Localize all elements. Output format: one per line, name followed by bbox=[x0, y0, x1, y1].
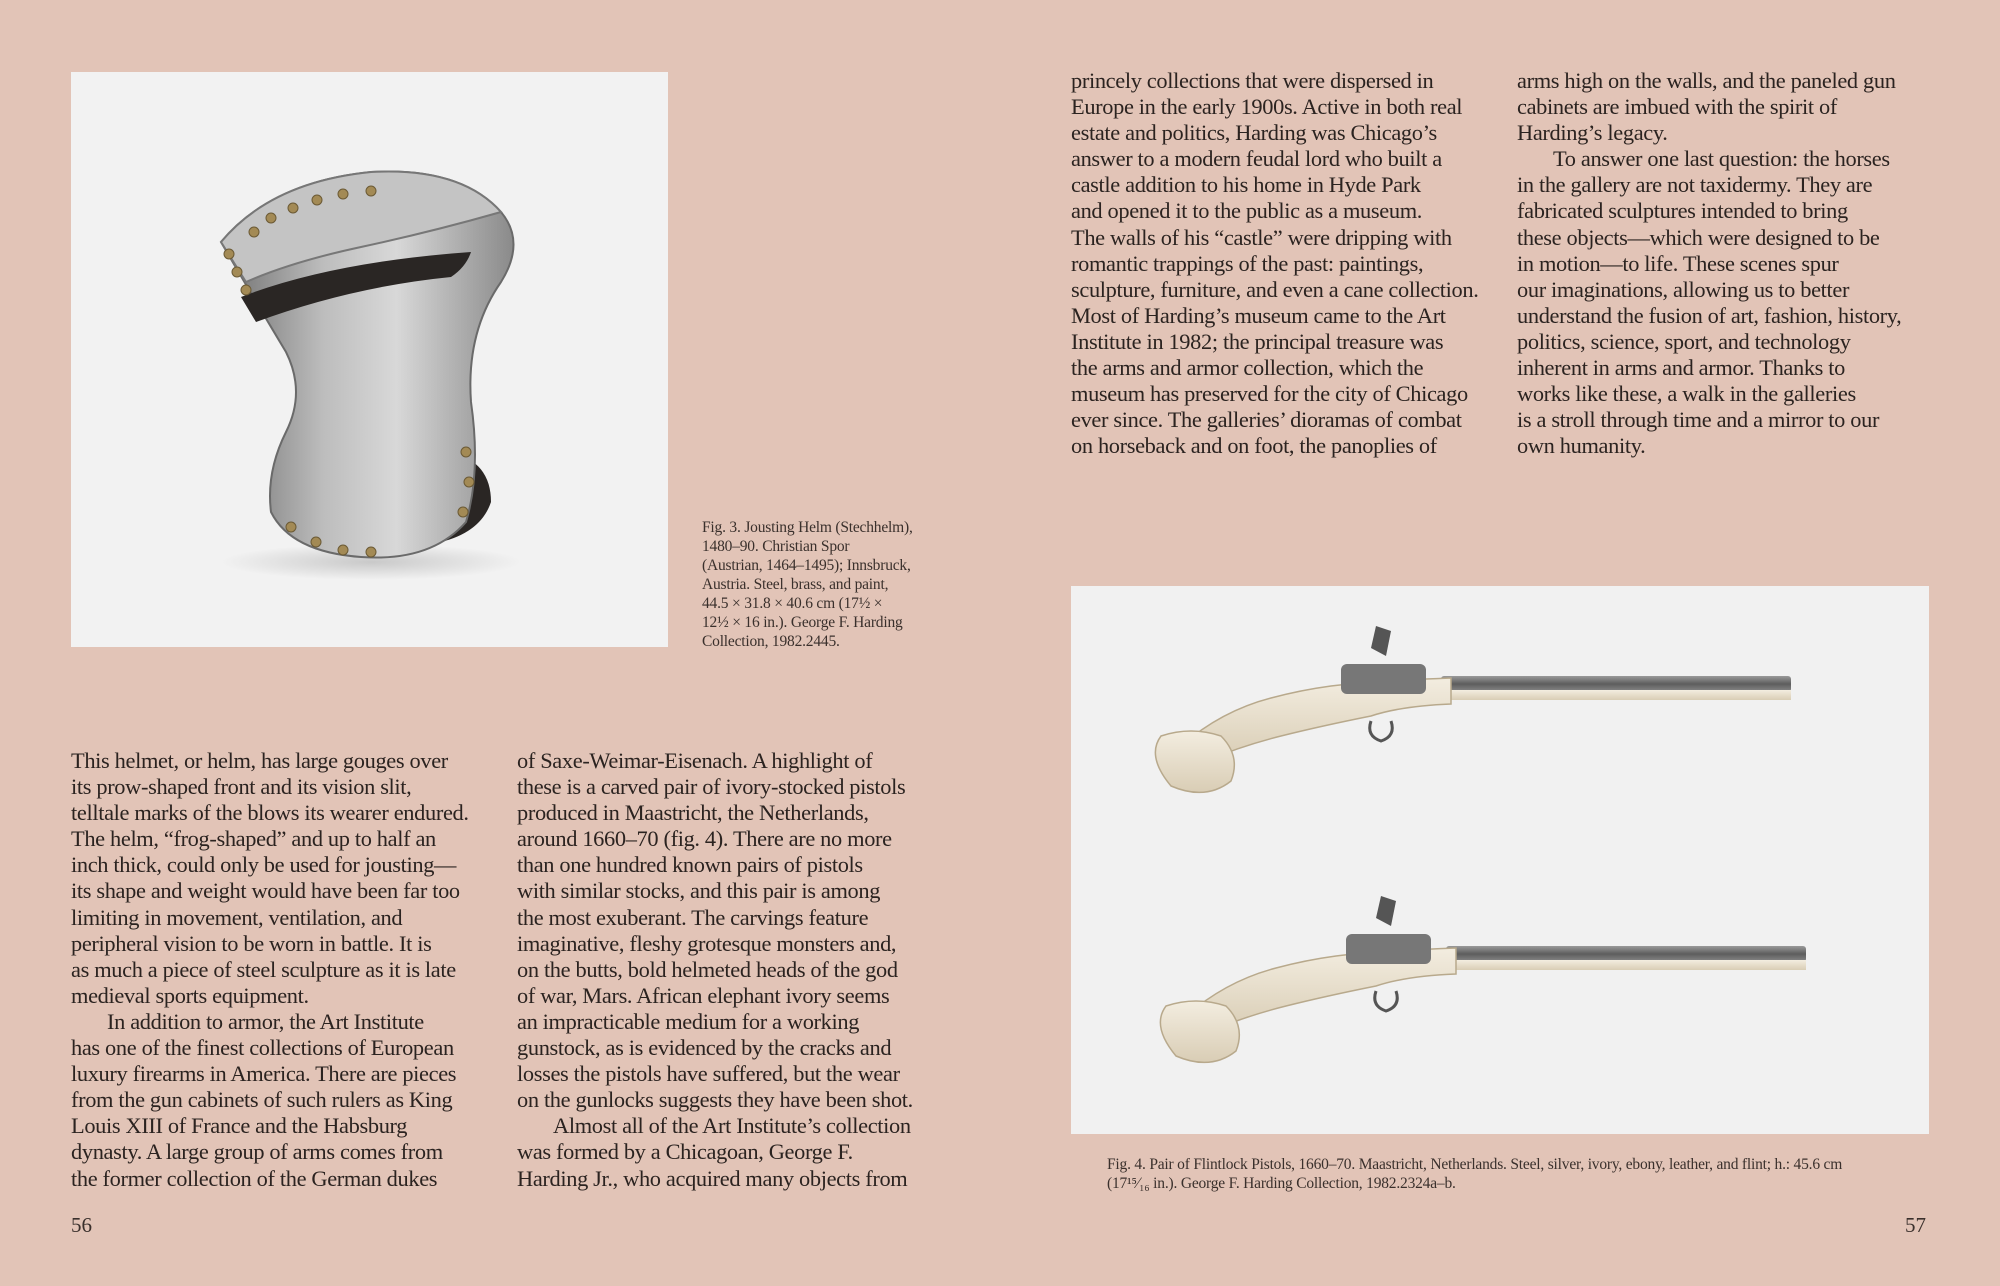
figure-3-caption bbox=[702, 518, 913, 651]
body-text-line: Institute in 1982; the principal treasure was bbox=[1071, 328, 1444, 354]
right-page-column-1 bbox=[1071, 68, 1478, 459]
body-text-line: our imaginations, allowing us to better bbox=[1517, 276, 1850, 302]
body-text-line: Almost all of the Art Institute’s collection bbox=[553, 1113, 911, 1139]
body-text-line: The helm, “frog-shaped” and up to half an bbox=[71, 826, 436, 852]
body-text-line: princely collections that were dispersed in bbox=[1071, 68, 1434, 93]
body-text-line: Most of Harding’s museum came to the Art bbox=[1071, 302, 1446, 328]
page-number-right: 57 bbox=[1905, 1213, 1926, 1237]
body-text-line: peripheral vision to be worn in battle. It is bbox=[71, 930, 432, 956]
body-text-line: its prow-shaped front and its vision slit, bbox=[71, 774, 412, 800]
pistol-top bbox=[1155, 626, 1791, 792]
body-text-line: gunstock, as is evidenced by the cracks and bbox=[517, 1035, 892, 1061]
body-text-line: museum has preserved for the city of Chicago bbox=[1071, 381, 1468, 407]
right-page-column-2 bbox=[1517, 68, 1901, 459]
body-text-line: limiting in movement, ventilation, and bbox=[71, 904, 403, 930]
figure-3-caption-line: Austria. Steel, brass, and paint, bbox=[702, 576, 889, 593]
body-text-line: Harding’s legacy. bbox=[1517, 120, 1668, 146]
pistol-bottom bbox=[1160, 896, 1806, 1062]
figure-3-caption-line: 12½ × 16 in.). George F. Harding bbox=[702, 614, 903, 631]
body-text-line: these objects—which were designed to be bbox=[1517, 224, 1880, 250]
body-text-line: as much a piece of steel sculpture as it is late bbox=[71, 956, 456, 982]
body-text-line: in motion—to life. These scenes spur bbox=[1517, 250, 1839, 276]
body-text-line: with similar stocks, and this pair is among bbox=[517, 878, 881, 904]
body-text-line: was formed by a Chicagoan, George F. bbox=[517, 1139, 853, 1165]
body-text-line: The walls of his “castle” were dripping with bbox=[1071, 224, 1452, 250]
body-text-line: To answer one last question: the horses bbox=[1553, 146, 1890, 172]
figure-3-caption-line: Fig. 3. Jousting Helm (Stechhelm), bbox=[702, 519, 913, 536]
body-text-line: on the gunlocks suggests they have been shot. bbox=[517, 1087, 913, 1113]
body-text-line: dynasty. A large group of arms comes from bbox=[71, 1139, 443, 1165]
body-text-line: In addition to armor, the Art Institute bbox=[107, 1008, 424, 1034]
body-text-line: telltale marks of the blows its wearer endured. bbox=[71, 800, 469, 826]
jousting-helm-image bbox=[71, 72, 668, 647]
figure-4-caption-line: (17¹⁵⁄₁₆ in.). George F. Harding Collection, 1982.2324a–b. bbox=[1107, 1175, 1456, 1192]
body-text-line: produced in Maastricht, the Netherlands, bbox=[517, 800, 869, 826]
body-text-line: This helmet, or helm, has large gouges over bbox=[71, 748, 448, 773]
body-text-line: on horseback and on foot, the panoplies of bbox=[1071, 433, 1437, 459]
body-text-line: answer to a modern feudal lord who built a bbox=[1071, 146, 1442, 172]
body-text-line: understand the fusion of art, fashion, history, bbox=[1517, 302, 1902, 328]
body-text-line: imaginative, fleshy grotesque monsters and, bbox=[517, 930, 897, 956]
body-text-line: Louis XIII of France and the Habsburg bbox=[71, 1113, 408, 1139]
body-text-line: losses the pistols have suffered, but the wear bbox=[517, 1061, 900, 1087]
body-text-line: from the gun cabinets of such rulers as King bbox=[71, 1087, 453, 1113]
body-text-line: the former collection of the German dukes bbox=[71, 1165, 438, 1191]
body-text-line: an impracticable medium for a working bbox=[517, 1008, 860, 1034]
flintlock-pistols-illustration bbox=[1071, 586, 1929, 1134]
body-text-line: estate and politics, Harding was Chicago’s bbox=[1071, 120, 1437, 146]
figure-3-caption-line: Collection, 1982.2445. bbox=[702, 633, 840, 650]
body-text-line: inherent in arms and armor. Thanks to bbox=[1517, 355, 1846, 381]
body-text-line: its shape and weight would have been far too bbox=[71, 878, 460, 904]
body-text-line: the arms and armor collection, which the bbox=[1071, 355, 1424, 381]
body-text-line: castle addition to his home in Hyde Park bbox=[1071, 172, 1421, 198]
body-text-line: inch thick, could only be used for jousting— bbox=[71, 852, 457, 878]
body-text-line: sculpture, furniture, and even a cane collection. bbox=[1071, 276, 1479, 302]
left-page-column-1 bbox=[71, 748, 469, 1192]
body-text-line: fabricated sculptures intended to bring bbox=[1517, 198, 1848, 224]
body-text-line: around 1660–70 (fig. 4). There are no more bbox=[517, 826, 892, 852]
flintlock-pistols-image bbox=[1071, 586, 1929, 1134]
body-text-line: politics, science, sport, and technology bbox=[1517, 328, 1851, 354]
figure-3-caption-line: 44.5 × 31.8 × 40.6 cm (17½ × bbox=[702, 595, 883, 612]
body-text-line: is a stroll through time and a mirror to our bbox=[1517, 407, 1880, 433]
body-text-line: than one hundred known pairs of pistols bbox=[517, 852, 863, 878]
body-text-line: arms high on the walls, and the paneled gun bbox=[1517, 68, 1896, 93]
figure-4-caption-line: Fig. 4. Pair of Flintlock Pistols, 1660–70. Maastricht, Netherlands. Steel, silver, ivory, ebony, leather, and flint; h.: 45.6 cm bbox=[1107, 1156, 1843, 1173]
body-text-line: works like these, a walk in the galleries bbox=[1517, 381, 1856, 407]
left-page-column-2 bbox=[517, 748, 913, 1192]
body-text-line: ever since. The galleries’ dioramas of combat bbox=[1071, 407, 1462, 433]
body-text-line: of war, Mars. African elephant ivory seems bbox=[517, 982, 890, 1008]
body-text-line: medieval sports equipment. bbox=[71, 982, 309, 1008]
body-text-line: the most exuberant. The carvings feature bbox=[517, 904, 869, 930]
body-text-line: luxury firearms in America. There are pieces bbox=[71, 1061, 457, 1087]
body-text-line: and opened it to the public as a museum. bbox=[1071, 198, 1423, 224]
body-text-line: in the gallery are not taxidermy. They are bbox=[1517, 172, 1873, 198]
page-number-left: 56 bbox=[71, 1213, 92, 1237]
body-text-line: on the butts, bold helmeted heads of the god bbox=[517, 956, 898, 982]
body-text-line: of Saxe-Weimar-Eisenach. A highlight of bbox=[517, 748, 873, 773]
body-text-line: Europe in the early 1900s. Active in both real bbox=[1071, 94, 1463, 120]
body-text-line: has one of the finest collections of European bbox=[71, 1035, 454, 1061]
figure-3-caption-line: (Austrian, 1464–1495); Innsbruck, bbox=[702, 557, 911, 574]
body-text-line: own humanity. bbox=[1517, 433, 1646, 459]
body-text-line: cabinets are imbued with the spirit of bbox=[1517, 94, 1837, 120]
body-text-line: romantic trappings of the past: paintings, bbox=[1071, 250, 1424, 276]
figure-4-caption bbox=[1107, 1155, 1842, 1193]
body-text-line: Harding Jr., who acquired many objects from bbox=[517, 1165, 908, 1191]
figure-3-caption-line: 1480–90. Christian Spor bbox=[702, 538, 850, 555]
body-text-line: these is a carved pair of ivory-stocked pistols bbox=[517, 774, 906, 800]
jousting-helm-illustration bbox=[71, 72, 668, 647]
